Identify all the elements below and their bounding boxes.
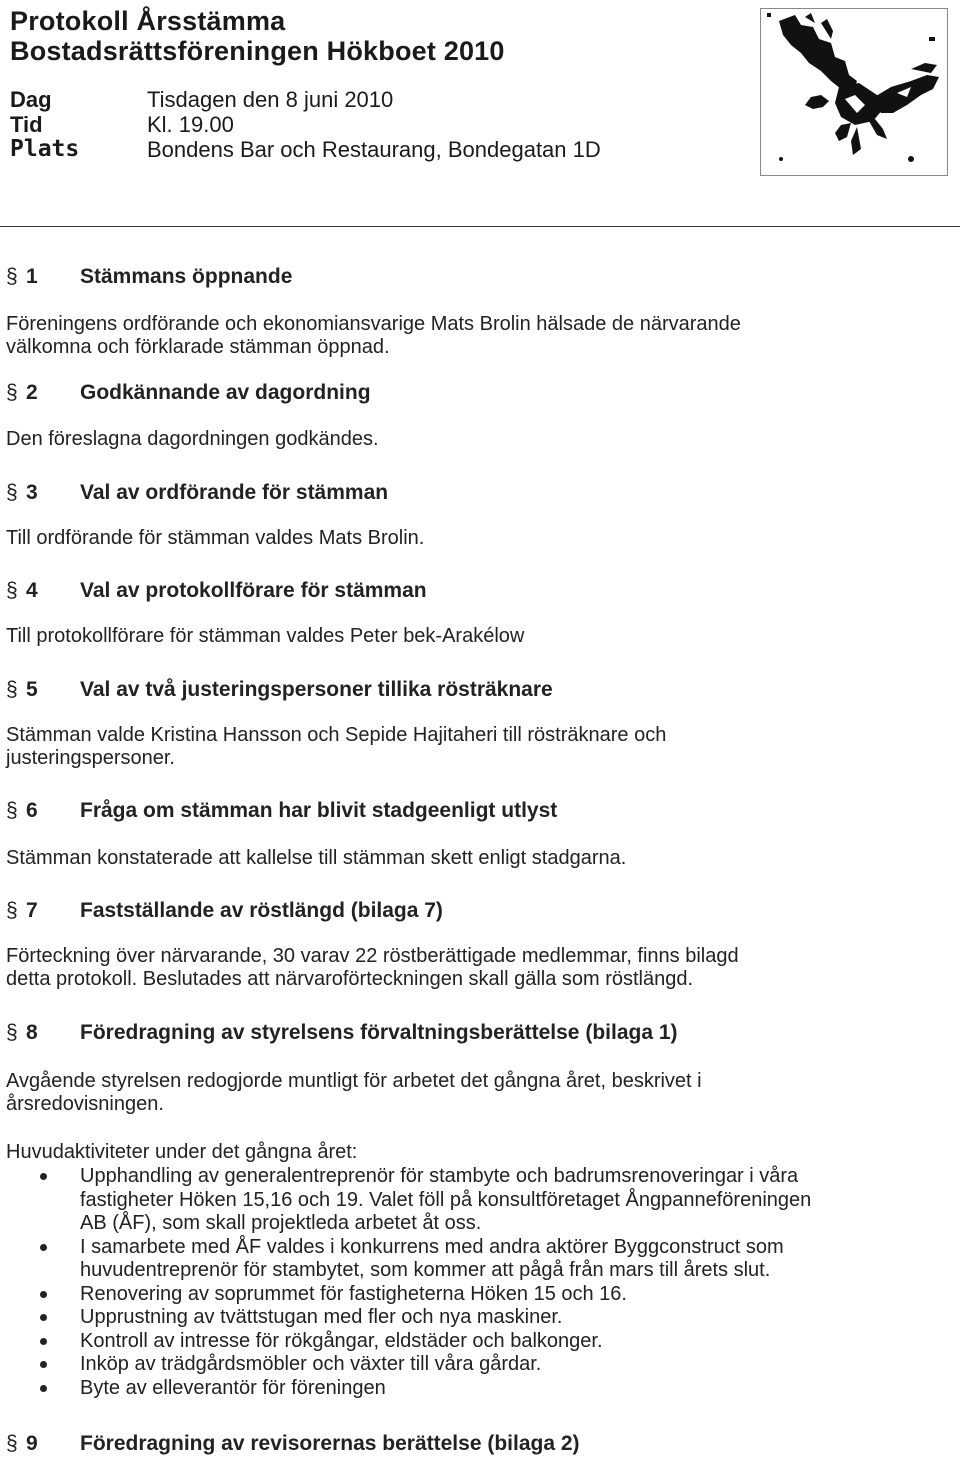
paragraph-symbol: § (6, 1432, 18, 1455)
section-heading (6, 798, 557, 824)
section-heading (6, 898, 443, 924)
body-line: Föreningens ordförande och ekonomiansvarige Mats Brolin hälsade de närvarande (6, 313, 741, 335)
paragraph-symbol: § (6, 481, 18, 504)
body-line: Till ordförande för stämman valdes Mats Brolin. (6, 527, 425, 549)
section-heading (6, 677, 553, 703)
meeting-details (10, 87, 601, 162)
section-body (6, 625, 946, 648)
section-title: Föredragning av styrelsens förvaltningsberättelse (bilaga 1) (80, 1021, 678, 1044)
section-heading (6, 1431, 580, 1457)
title-line-2: Bostadsrättsföreningen Hökboet 2010 (10, 36, 505, 66)
body-line: välkomna och förklarade stämman öppnad. (6, 336, 390, 358)
section-heading (6, 1020, 678, 1046)
section-title: Stämmans öppnande (80, 265, 293, 288)
bullet-icon (40, 1361, 47, 1368)
item-line: Kontroll av intresse för rökgångar, eldstäder och balkonger. (80, 1329, 603, 1352)
body-line: Till protokollförare för stämman valdes Peter bek-Arakélow (6, 625, 525, 647)
list-item (6, 1353, 936, 1377)
section-number: 7 (26, 899, 38, 922)
section-title: Godkännande av dagordning (80, 381, 371, 404)
section-number: 8 (26, 1021, 38, 1044)
meta-value: Tisdagen den 8 juni 2010 (147, 87, 394, 112)
section-title: Val av protokollförare för stämman (80, 579, 427, 602)
item-line: huvudentreprenör för stambytet, som kommer att pågå från mars till årets slut. (80, 1259, 771, 1281)
bullet-icon (40, 1173, 47, 1180)
bullet-icon (40, 1244, 47, 1251)
meta-label: Dag (10, 87, 52, 112)
paragraph-symbol: § (6, 899, 18, 922)
list-item (6, 1377, 936, 1401)
body-line: Stämman konstaterade att kallelse till stämman skett enligt stadgarna. (6, 847, 627, 869)
meta-row-time (10, 112, 601, 137)
paragraph-symbol: § (6, 265, 18, 288)
section-body (6, 724, 946, 770)
list-intro: Huvudaktiviteter under det gångna året: (6, 1141, 358, 1163)
item-line: AB (ÅF), som skall projektleda arbetet åt oss. (80, 1212, 482, 1234)
meta-label: Plats (10, 136, 80, 162)
body-line: detta protokoll. Beslutades att närvaroförteckningen skall gälla som röstlängd. (6, 968, 694, 990)
item-line: Upphandling av generalentreprenör för stambyte och badrumsrenoveringar i våra (80, 1165, 799, 1187)
section-number: 6 (26, 799, 38, 822)
paragraph-symbol: § (6, 1021, 18, 1044)
item-line: Upprustning av tvättstugan med fler och nya maskiner. (80, 1306, 563, 1328)
section-title: Fastställande av röstlängd (bilaga 7) (80, 899, 443, 922)
bullet-icon (40, 1338, 47, 1345)
meta-row-date (10, 87, 601, 112)
body-line: årsredovisningen. (6, 1093, 164, 1115)
meta-row-place (10, 137, 601, 162)
section-heading (6, 480, 388, 506)
paragraph-symbol: § (6, 381, 18, 404)
section-number: 2 (26, 381, 38, 404)
header-divider (0, 226, 960, 227)
meta-label: Tid (10, 112, 43, 137)
section-number: 9 (26, 1432, 38, 1455)
paragraph-symbol: § (6, 678, 18, 701)
section-title: Fråga om stämman har blivit stadgeenligt utlyst (80, 799, 558, 822)
title-line-1: Protokoll Årsstämma (10, 6, 286, 36)
item-line: fastigheter Höken 15,16 och 19. Valet föll på konsultföretaget Ångpanneföreningen (80, 1188, 812, 1211)
bullet-icon (40, 1385, 47, 1392)
section-number: 1 (26, 265, 38, 288)
paragraph-symbol: § (6, 799, 18, 822)
hawk-logo-icon (760, 8, 948, 176)
paragraph-symbol: § (6, 579, 18, 602)
body-line: Förteckning över närvarande, 30 varav 22 röstberättigade medlemmar, finns bilagd (6, 945, 739, 967)
section-title: Val av ordförande för stämman (80, 481, 389, 504)
section-body (6, 527, 946, 550)
bullet-icon (40, 1314, 47, 1321)
section-title: Val av två justeringspersoner tillika rösträknare (80, 678, 553, 701)
meta-value: Kl. 19.00 (147, 112, 234, 137)
section-number: 3 (26, 481, 38, 504)
section-body (6, 428, 946, 451)
body-line: justeringspersoner. (6, 747, 175, 769)
document-title (10, 6, 505, 66)
section-body (6, 1070, 946, 1116)
section-body (6, 313, 946, 359)
body-line: Den föreslagna dagordningen godkändes. (6, 428, 379, 450)
item-line: Inköp av trädgårdsmöbler och växter till våra gårdar. (80, 1353, 542, 1375)
list-item (6, 1306, 936, 1330)
section-heading (6, 380, 371, 406)
section-title: Föredragning av revisorernas berättelse (bilaga 2) (80, 1432, 580, 1455)
section-number: 4 (26, 579, 38, 602)
meta-value: Bondens Bar och Restaurang, Bondegatan 1D (147, 137, 601, 162)
bullet-icon (40, 1291, 47, 1298)
section-heading (6, 264, 292, 290)
list-item (6, 1165, 936, 1236)
activities-list (6, 1165, 936, 1400)
section-heading (6, 578, 427, 604)
item-line: Byte av elleverantör för föreningen (80, 1376, 386, 1399)
body-line: Stämman valde Kristina Hansson och Sepide Hajitaheri till rösträknare och (6, 724, 667, 746)
list-item (6, 1236, 936, 1283)
item-line: Renovering av soprummet för fastigheterna Höken 15 och 16. (80, 1282, 627, 1305)
body-line: Avgående styrelsen redogjorde muntligt för arbetet det gångna året, beskrivet i (6, 1070, 702, 1092)
section-body (6, 847, 946, 870)
section-number: 5 (26, 678, 38, 701)
list-item (6, 1283, 936, 1307)
section-body (6, 945, 946, 991)
item-line: I samarbete med ÅF valdes i konkurrens med andra aktörer Byggconstruct som (80, 1235, 784, 1258)
list-item (6, 1330, 936, 1354)
